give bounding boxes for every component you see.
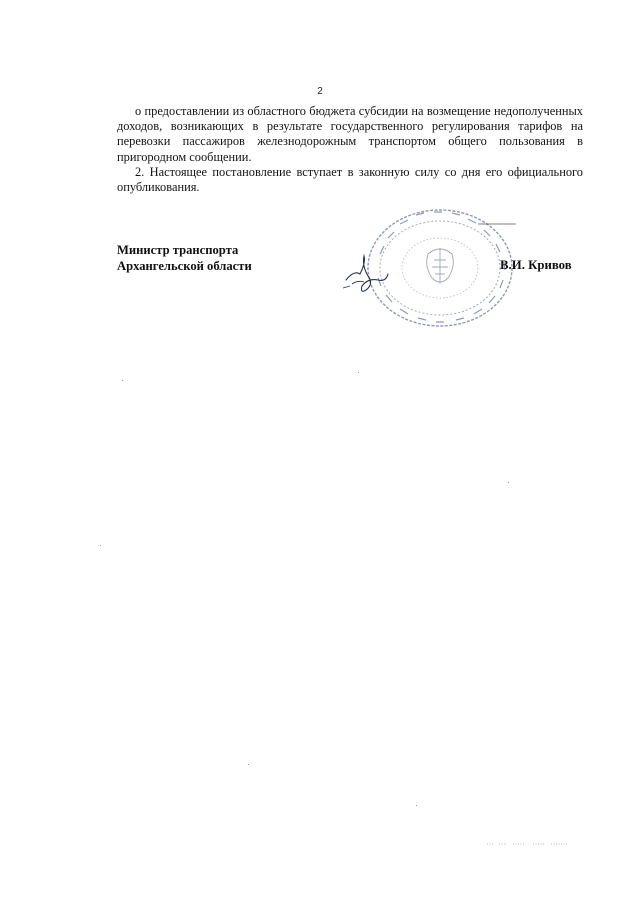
scan-speck	[508, 482, 509, 483]
signer-title-line-1: Министр транспорта	[117, 243, 239, 257]
body-text	[117, 104, 583, 195]
signer-name: В.И. Кривов	[500, 258, 572, 272]
scan-speck	[358, 372, 359, 373]
signature-mark	[338, 250, 398, 300]
paragraph-effective-date: 2. Настоящее постановление вступает в законную силу со дня его официального опубликования.	[117, 164, 583, 195]
page-number: 2	[317, 86, 323, 97]
scan-speck	[100, 545, 101, 546]
paragraph-continuation: о предоставлении из областного бюджета субсидии на возмещение недополученных доходов, возникающих в результате государственного регулирования тарифов на перевозки пассажиров железнодорожным транспортом общего пользования в пригородном сообщении.	[117, 104, 583, 164]
scan-marks	[485, 842, 570, 846]
scan-speck	[122, 380, 123, 381]
scan-speck	[416, 805, 417, 806]
signer-title-line-2: Архангельской области	[117, 259, 252, 273]
scan-speck	[248, 764, 249, 765]
signer-title	[117, 242, 252, 274]
